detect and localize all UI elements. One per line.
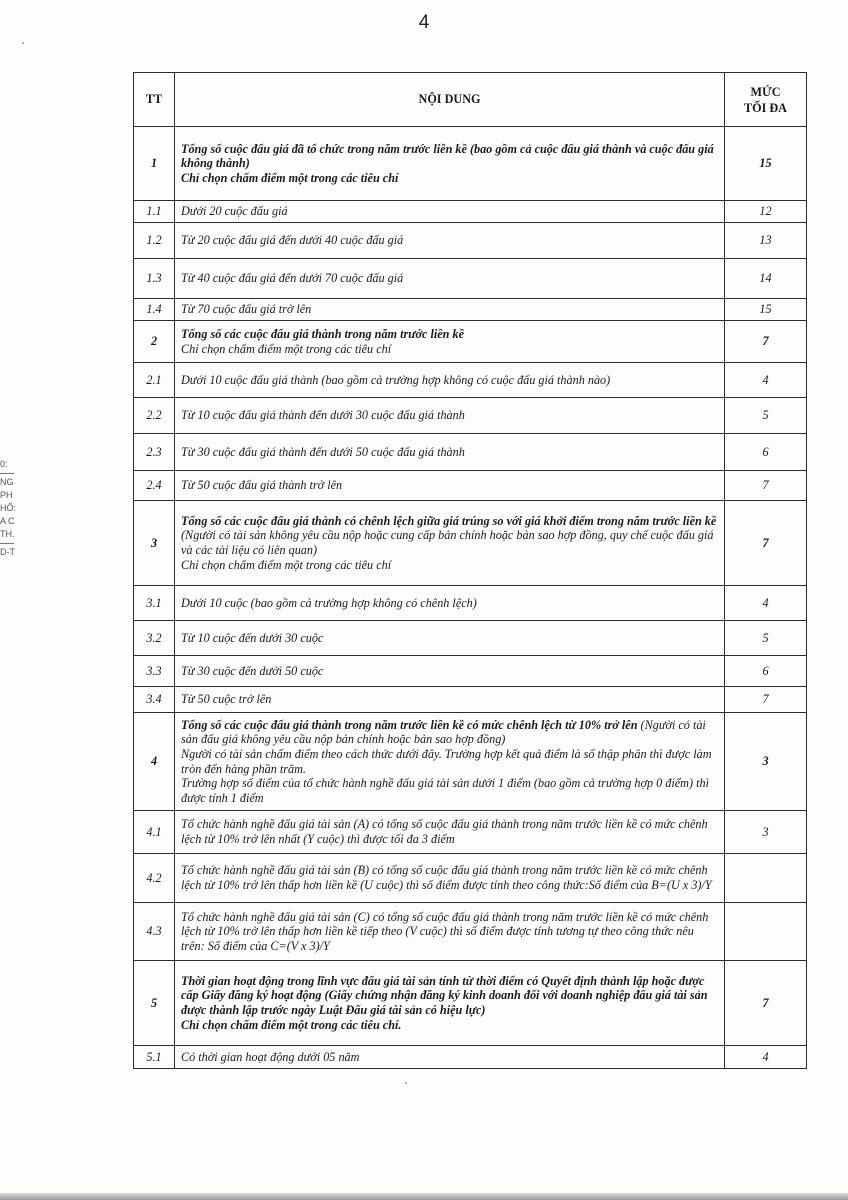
table-row-section: [134, 501, 807, 586]
stamp-line: PH: [0, 490, 13, 500]
table-row-criterion: [134, 621, 807, 656]
table-row-section: [134, 713, 807, 811]
max-score: 6: [725, 656, 807, 687]
stamp-line: TH.: [0, 529, 15, 539]
row-content: [175, 903, 725, 961]
scan-speck: [405, 1082, 407, 1084]
row-content: [175, 363, 725, 398]
stamp-line: 0:: [0, 459, 8, 469]
content-text: Từ 50 cuộc đấu giá thành trở lên: [181, 478, 343, 493]
content-paragraph: [181, 514, 718, 558]
content-text: (Người có tài sản đấu giá không yêu cầu nộp bản chính hoặc bản sao hợp đồng): [181, 717, 706, 747]
max-score: 12: [725, 201, 807, 223]
table-row-criterion: [134, 903, 807, 961]
content-text-bold: Chỉ chọn chấm điểm một trong các tiêu chí: [181, 170, 399, 185]
table-row-section: [134, 127, 807, 201]
table-row-criterion: [134, 471, 807, 501]
content-text: Tổ chức hành nghề đấu giá tài sản (A) có tổng số cuộc đấu giá thành trong năm trước liền kề có mức chênh lệch từ 10% trở lên nhất (Y cuộc) thì được tối đa 3 điểm: [181, 817, 708, 846]
row-number: 1: [134, 127, 175, 201]
header-max-score: [725, 73, 807, 127]
row-number: 3.1: [134, 586, 175, 621]
row-content: [175, 811, 725, 854]
content-text: Từ 10 cuộc đến dưới 30 cuộc: [181, 630, 324, 645]
content-text: Chỉ chọn chấm điểm một trong các tiêu chí: [181, 341, 392, 356]
content-text: Từ 50 cuộc trở lên: [181, 692, 272, 707]
row-content: [175, 434, 725, 471]
row-content: [175, 398, 725, 434]
max-score: 15: [725, 299, 807, 321]
content-text-bold: Tổng số các cuộc đấu giá thành có chênh lệch giữa giá trúng so với giá khởi điểm trong năm trước liền kề: [181, 513, 717, 528]
content-text: Từ 70 cuộc đấu giá trở lên: [181, 302, 312, 317]
row-number: 2.1: [134, 363, 175, 398]
stamp-line: A C: [0, 516, 15, 526]
stamp-rule: [0, 543, 14, 544]
stamp-line: HỐ:: [0, 503, 17, 513]
content-text: Tổ chức hành nghề đấu giá tài sản (C) có tổng số cuộc đấu giá thành trong năm trước liền kề có mức chênh lệch từ 10% trở lên thấp hơn liền kề tiếp theo (V cuộc) thì số điểm được tính tương tự theo công thức nêu trên: Số điểm của C=(V x 3)/Y: [181, 909, 709, 953]
max-score: 14: [725, 259, 807, 299]
scan-bottom-edge: [0, 1193, 848, 1200]
table-row-criterion: [134, 201, 807, 223]
row-number: 2.4: [134, 471, 175, 501]
row-content: [175, 299, 725, 321]
row-number: 4.3: [134, 903, 175, 961]
max-score: 3: [725, 811, 807, 854]
max-score: 6: [725, 434, 807, 471]
table-row-criterion: [134, 854, 807, 903]
table-row-criterion: [134, 299, 807, 321]
content-text: Người có tài sản chấm điểm theo cách thức dưới đây. Trường hợp kết quả điểm là số thập phân thì được làm tròn đến hàng phần trăm.: [181, 746, 712, 776]
row-content: [175, 321, 725, 363]
page-number: 4: [418, 12, 430, 33]
row-number: 3.3: [134, 656, 175, 687]
row-content: [175, 687, 725, 713]
row-content: [175, 586, 725, 621]
row-number: 5.1: [134, 1046, 175, 1069]
table-row-criterion: [134, 363, 807, 398]
stamp-rule: [0, 473, 14, 474]
max-score: 15: [725, 127, 807, 201]
content-text: Dưới 10 cuộc (bao gồm cả trường hợp không có chênh lệch): [181, 595, 477, 610]
row-content: [175, 223, 725, 259]
content-paragraph: [181, 718, 718, 747]
row-content: [175, 713, 725, 811]
row-number: 4.2: [134, 854, 175, 903]
max-score: 7: [725, 687, 807, 713]
content-text-bold: Thời gian hoạt động trong lĩnh vực đấu giá tài sản tính từ thời điểm có Quyết định thành lập hoặc được cấp Giấy đăng ký hoạt động (Giấy chứng nhận đăng ký kinh doanh đối với doanh nghiệp đấu giá tài sản được thành lập trước ngày Luật Đấu giá tài sản có hiệu lực): [181, 973, 708, 1017]
table-body: [134, 127, 807, 1069]
row-content: [175, 961, 725, 1046]
header-tt: TT: [134, 73, 175, 127]
table-row-criterion: [134, 1046, 807, 1069]
max-score: 13: [725, 223, 807, 259]
content-text: (Người có tài sản không yêu cầu nộp hoặc cung cấp bản chính hoặc bản sao hợp đồng, quy chế cuộc đấu giá và các tài liệu có liên quan): [181, 528, 714, 557]
max-score: 7: [725, 501, 807, 586]
max-score: 4: [725, 586, 807, 621]
content-text: Có thời gian hoạt động dưới 05 năm: [181, 1049, 360, 1064]
row-number: 2.3: [134, 434, 175, 471]
row-content: [175, 1046, 725, 1069]
row-content: [175, 656, 725, 687]
table-row-criterion: [134, 434, 807, 471]
content-text: Trường hợp số điểm của tổ chức hành nghề đấu giá tài sản dưới 1 điểm (bao gồm cả trường hợp 0 điểm) thì được tính 1 điểm: [181, 776, 709, 805]
content-text: Từ 40 cuộc đấu giá đến dưới 70 cuộc đấu giá: [181, 271, 404, 286]
content-text: Chỉ chọn chấm điểm một trong các tiêu chí: [181, 557, 392, 572]
table-row-criterion: [134, 223, 807, 259]
stamp-line: NG: [0, 477, 14, 487]
row-content: [175, 501, 725, 586]
row-content: [175, 854, 725, 903]
table-header-row: [134, 73, 807, 127]
content-text: Từ 20 cuộc đấu giá đến dưới 40 cuộc đấu giá: [181, 233, 404, 248]
content-text: Dưới 10 cuộc đấu giá thành (bao gồm cả trường hợp không có cuộc đấu giá thành nào): [181, 372, 611, 387]
row-content: [175, 621, 725, 656]
row-number: 1.4: [134, 299, 175, 321]
content-text-bold: Tổng số các cuộc đấu giá thành trong năm trước liền kề: [181, 326, 465, 341]
header-content: NỘI DUNG: [175, 73, 725, 127]
table-row-criterion: [134, 656, 807, 687]
table-row-criterion: [134, 586, 807, 621]
max-score: [725, 854, 807, 903]
table-row-criterion: [134, 398, 807, 434]
max-score: 5: [725, 621, 807, 656]
content-text: Tổ chức hành nghề đấu giá tài sản (B) có tổng số cuộc đấu giá thành trong năm trước liền kề có mức chênh lệch từ 10% trở lên thấp hơn liền kề (U cuộc) thì số điểm được tính theo công thức:Số điểm của B=(U x 3)/Y: [181, 863, 712, 892]
max-score: 4: [725, 363, 807, 398]
scan-speck: [22, 42, 24, 44]
row-number: 3.4: [134, 687, 175, 713]
max-score: 7: [725, 321, 807, 363]
row-number: 4: [134, 713, 175, 811]
row-number: 1.3: [134, 259, 175, 299]
content-text: Từ 10 cuộc đấu giá thành đến dưới 30 cuộc đấu giá thành: [181, 408, 465, 423]
row-number: 1.1: [134, 201, 175, 223]
row-content: [175, 259, 725, 299]
max-score: 7: [725, 471, 807, 501]
content-text-bold: Chỉ chọn chấm điểm một trong các tiêu chí.: [181, 1017, 402, 1032]
row-number: 4.1: [134, 811, 175, 854]
content-text: Từ 30 cuộc đấu giá thành đến dưới 50 cuộc đấu giá thành: [181, 444, 465, 459]
table-row-criterion: [134, 259, 807, 299]
row-content: [175, 201, 725, 223]
row-number: 2.2: [134, 398, 175, 434]
row-content: [175, 127, 725, 201]
table-row-section: [134, 961, 807, 1046]
table-row-criterion: [134, 811, 807, 854]
content-text: Từ 30 cuộc đến dưới 50 cuộc: [181, 663, 324, 678]
row-content: [175, 471, 725, 501]
max-score: 7: [725, 961, 807, 1046]
content-text: Dưới 20 cuộc đấu giá: [181, 204, 288, 219]
max-score: [725, 903, 807, 961]
margin-stamp-fragment: [0, 458, 17, 559]
row-number: 5: [134, 961, 175, 1046]
content-text-bold: Tổng số cuộc đấu giá đã tổ chức trong năm trước liền kề (bao gồm cả cuộc đấu giá thành và cuộc đấu giá không thành): [181, 141, 714, 171]
row-number: 1.2: [134, 223, 175, 259]
row-number: 2: [134, 321, 175, 363]
content-text-bold: Tổng số các cuộc đấu giá thành trong năm trước liền kề có mức chênh lệch từ 10% trở lên: [181, 717, 638, 732]
stamp-line: D-T: [0, 547, 15, 557]
max-score: 4: [725, 1046, 807, 1069]
table-row-section: [134, 321, 807, 363]
header-max-score-label: MỨC TỐI ĐA: [743, 84, 787, 115]
scoring-criteria-table: [133, 72, 807, 1069]
max-score: 3: [725, 713, 807, 811]
row-number: 3: [134, 501, 175, 586]
max-score: 5: [725, 398, 807, 434]
table-row-criterion: [134, 687, 807, 713]
row-number: 3.2: [134, 621, 175, 656]
